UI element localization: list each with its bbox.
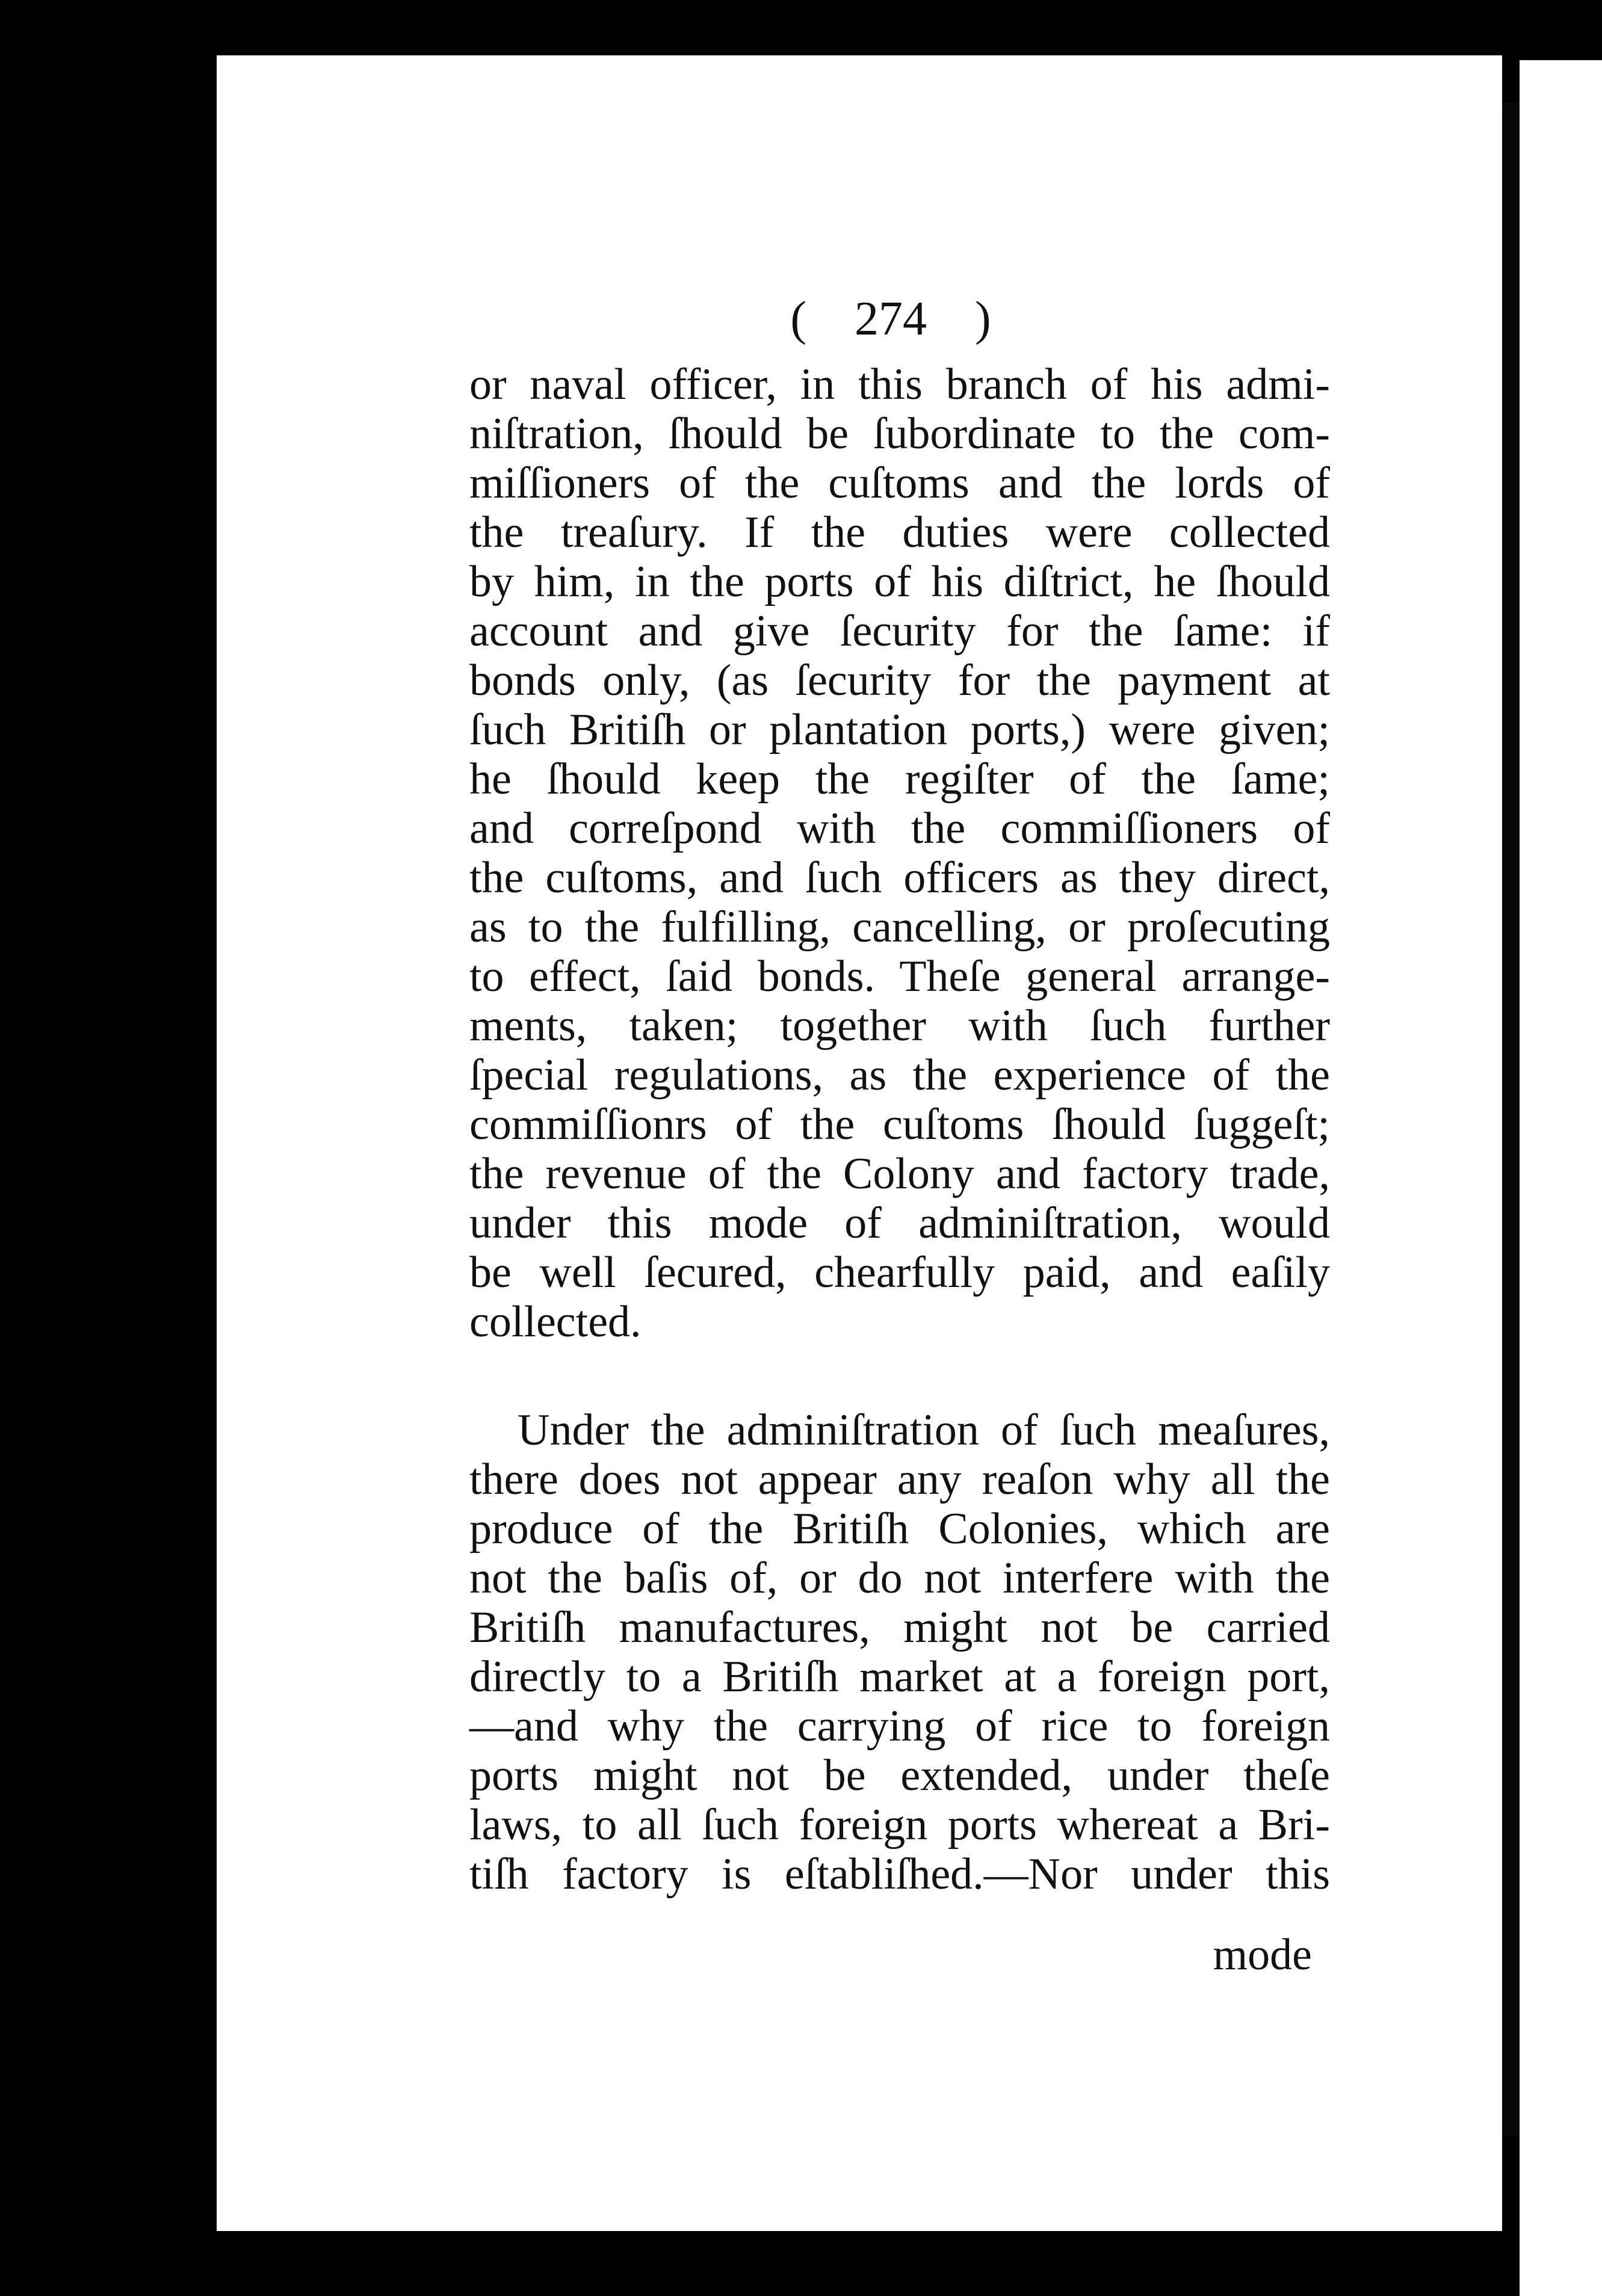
text-line: there does not appear any reaſon why all the	[469, 1455, 1330, 1504]
page-header	[746, 283, 1035, 355]
text-line: miſſioners of the cuſtoms and the lords of	[469, 458, 1330, 508]
text-line: directly to a Britiſh market at a foreign port,	[469, 1652, 1330, 1702]
text-line: collected.	[469, 1297, 642, 1347]
text-line: as to the fulfilling, cancelling, or proſecuting	[469, 903, 1330, 952]
text-line: bonds only, (as ſecurity for the payment at	[469, 656, 1330, 705]
text-line: ſpecial regulations, as the experience of the	[469, 1051, 1330, 1100]
header-paren-open: (	[790, 292, 806, 345]
text-line: ſuch Britiſh or plantation ports,) were given;	[469, 705, 1330, 755]
text-line: account and give ſecurity for the ſame: if	[469, 606, 1330, 656]
paragraph-1	[469, 360, 1330, 1347]
text-line: —and why the carrying of rice to foreign	[469, 1702, 1330, 1751]
text-line: ports might not be extended, under theſe	[469, 1751, 1330, 1800]
text-line: he ſhould keep the regiſter of the ſame;	[469, 755, 1330, 804]
text-line: be well ſecured, chearfully paid, and eaſily	[469, 1248, 1330, 1297]
text-line: not the baſis of, or do not interfere with the	[469, 1554, 1330, 1603]
text-line: or naval officer, in this branch of his admi-	[469, 360, 1330, 409]
text-line: ments, taken; together with ſuch further	[469, 1001, 1330, 1051]
text-line: produce of the Britiſh Colonies, which are	[469, 1504, 1330, 1554]
page-number: 274	[855, 292, 927, 345]
catchword: mode	[1213, 1930, 1312, 1980]
facing-page-edge	[1520, 60, 1602, 2296]
text-line: Under the adminiſtration of ſuch meaſures,	[518, 1406, 1330, 1455]
text-line: and correſpond with the commiſſioners of	[469, 804, 1330, 853]
paragraph-2	[469, 1406, 1330, 1899]
text-line: Britiſh manufactures, might not be carried	[469, 1603, 1330, 1652]
text-line: laws, to all ſuch foreign ports whereat a Bri-	[469, 1800, 1330, 1850]
text-line: to effect, ſaid bonds. Theſe general arrange-	[469, 952, 1330, 1001]
header-paren-close: )	[975, 292, 991, 345]
text-line: tiſh factory is eſtabliſhed.—Nor under this	[469, 1850, 1330, 1899]
text-line: the cuſtoms, and ſuch officers as they direct,	[469, 853, 1330, 903]
text-line: by him, in the ports of his diſtrict, he ſhould	[469, 557, 1330, 606]
text-line: commiſſionrs of the cuſtoms ſhould ſuggeſt;	[469, 1100, 1330, 1149]
text-line: the revenue of the Colony and factory trade,	[469, 1149, 1330, 1199]
text-line: the treaſury. If the duties were collected	[469, 508, 1330, 557]
text-line: under this mode of adminiſtration, would	[469, 1199, 1330, 1248]
text-line: niſtration, ſhould be ſubordinate to the com-	[469, 409, 1330, 458]
